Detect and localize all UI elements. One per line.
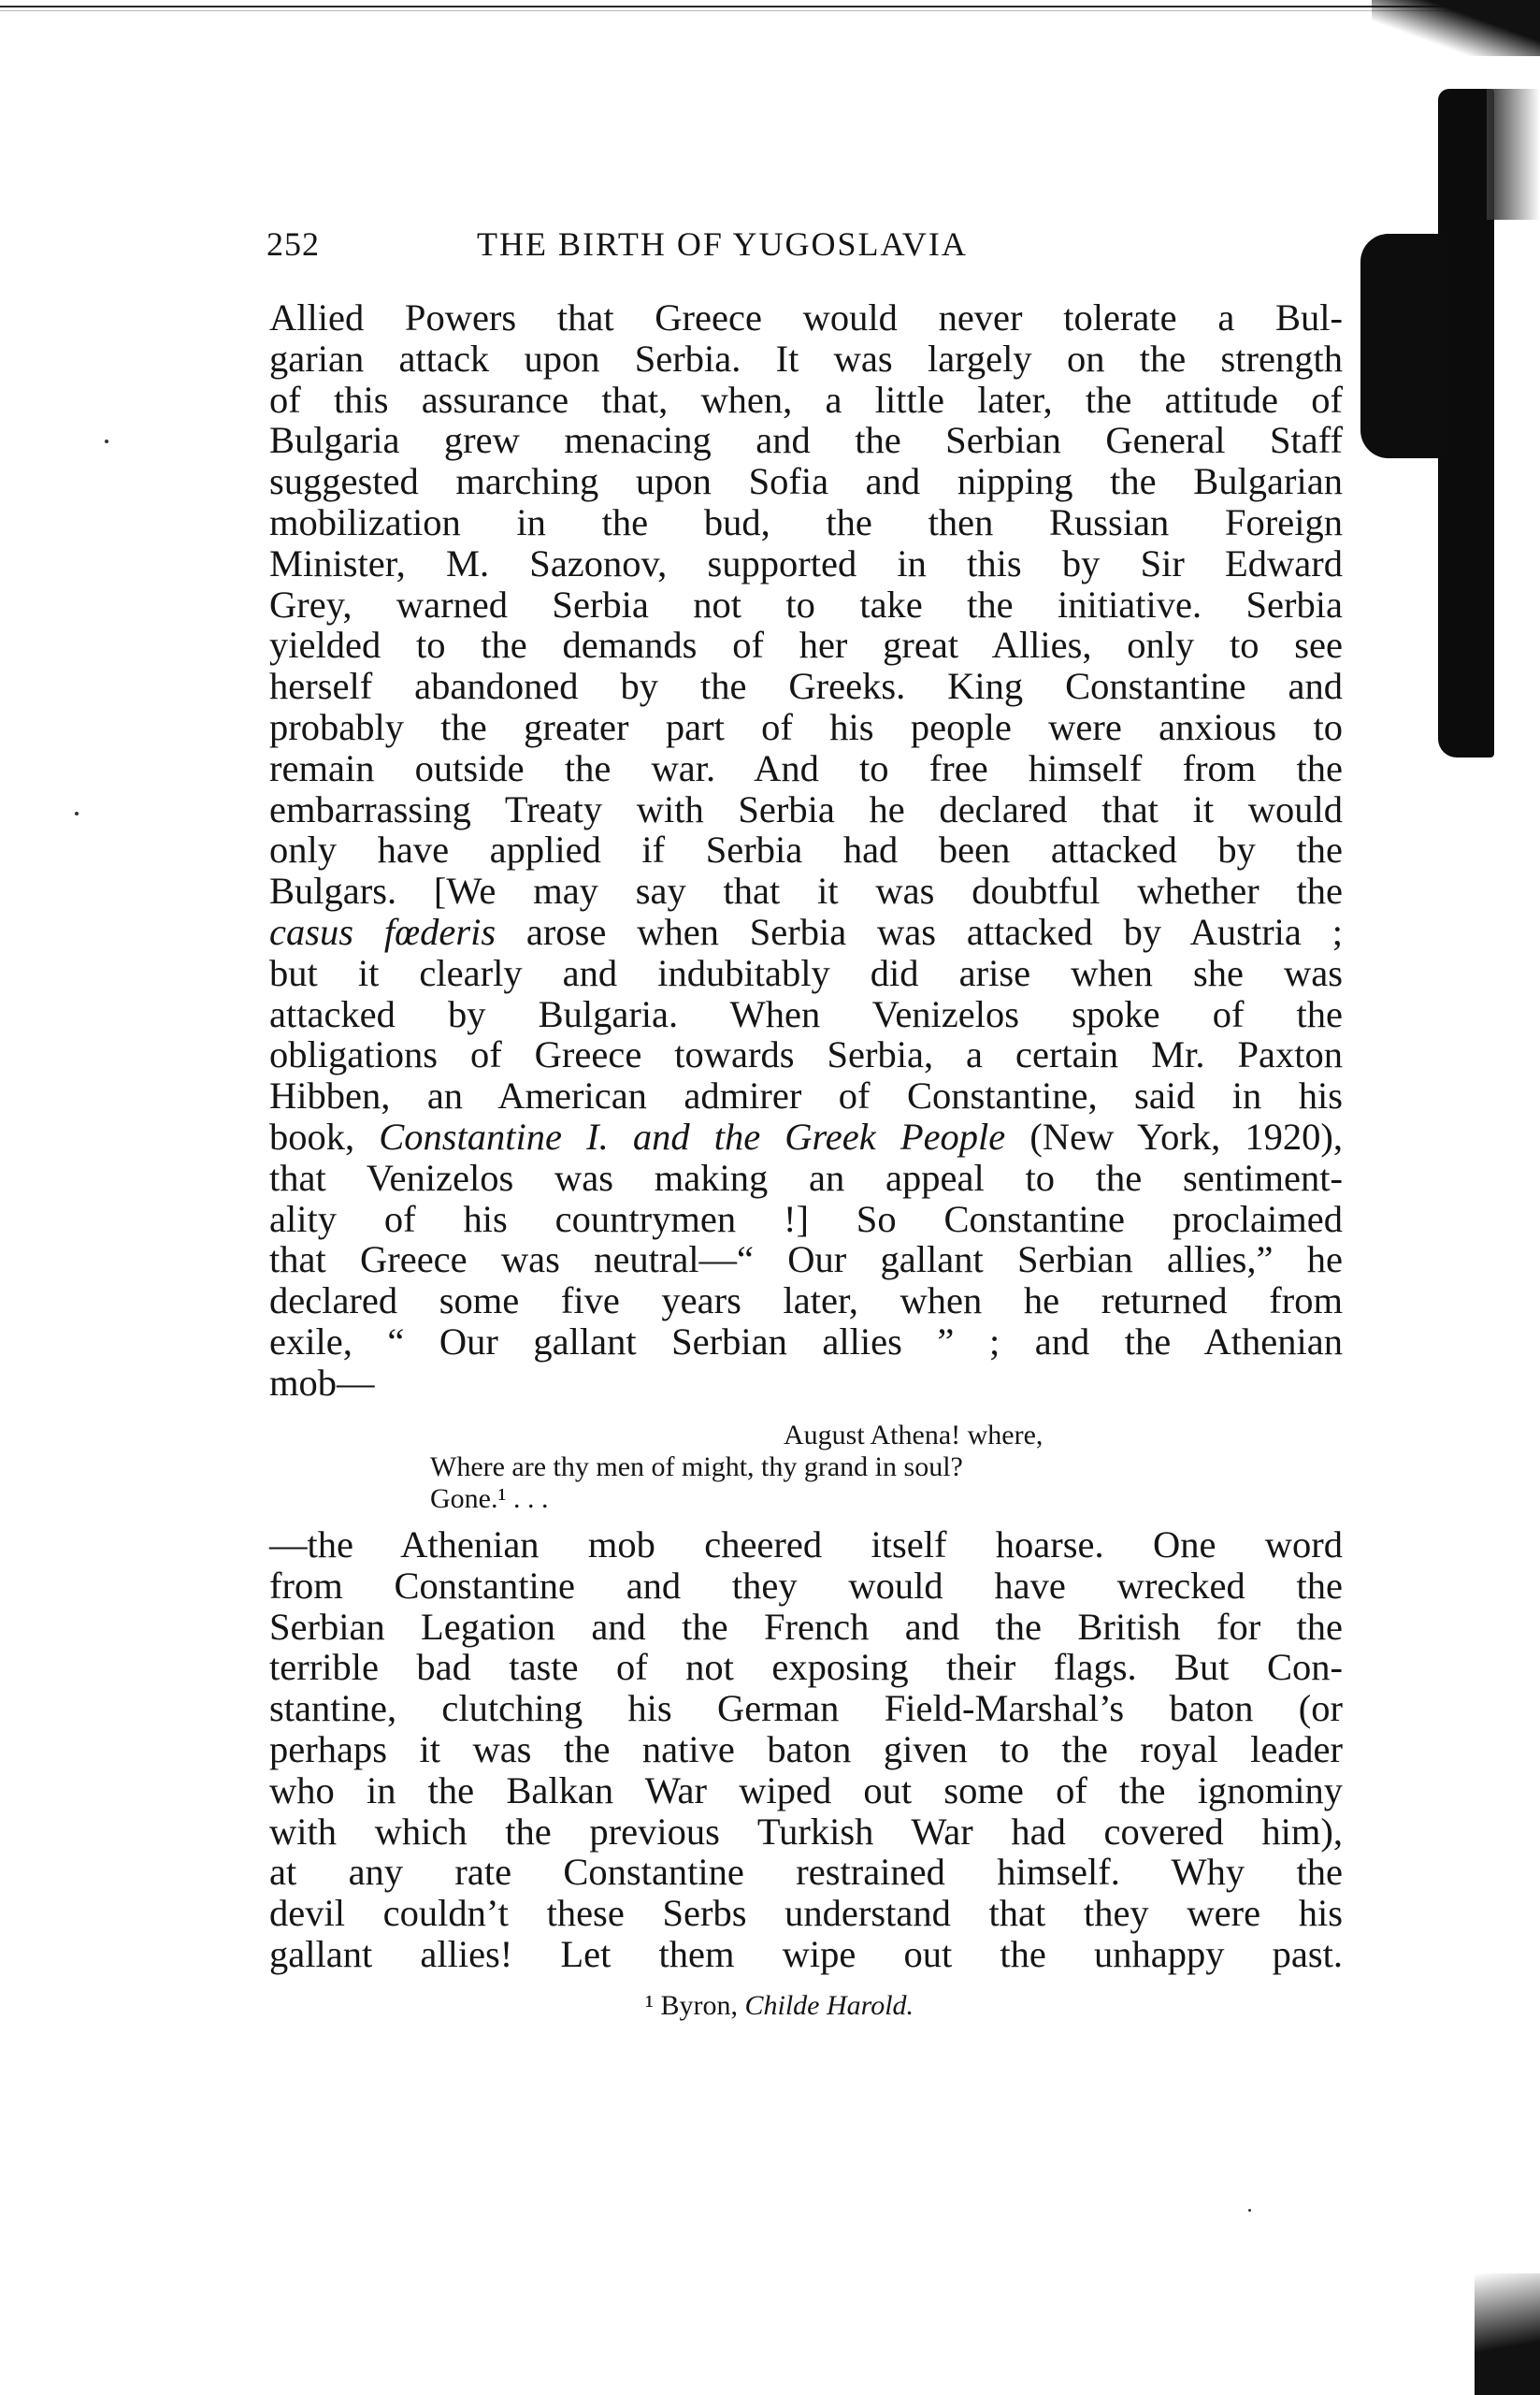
text-line: Bulgaria grew menacing and the Serbian General Staff <box>269 419 1343 462</box>
text-line: —the Athenian mob cheered itself hoarse. One word <box>269 1523 1343 1565</box>
text-line: only have applied if Serbia had been attacked by the <box>269 829 1343 872</box>
text-line: remain outside the war. And to free himself from the <box>269 746 1343 789</box>
text-line: attacked by Bulgaria. When Venizelos spoke of the <box>269 992 1343 1035</box>
scan-speck <box>105 440 108 443</box>
text-line: gallant allies! Let them wipe out the unhappy past. <box>269 1932 1343 1975</box>
page-number: 252 <box>266 225 320 263</box>
text-line: Bulgars. [We may say that it was doubtful whether the <box>269 870 1343 913</box>
footnote-marker: ¹ <box>645 1990 654 2021</box>
text-line: suggested marching upon Sofia and nipping the Bulgarian <box>269 460 1343 503</box>
footnote-work: Childe Harold. <box>744 1990 914 2021</box>
text-line: Minister, M. Sazonov, supported in this by Sir Edward <box>269 541 1343 584</box>
text-line: Grey, warned Serbia not to take the initiative. Serbia <box>269 583 1343 626</box>
text-line: stantine, clutching his German Field-Marshal’s baton (or <box>269 1687 1343 1730</box>
text-line: garian attack upon Serbia. It was largely on the strength <box>269 337 1343 380</box>
text-line-italic-book: book, Constantine I. and the Greek People (New York, 1920), <box>269 1115 1344 1158</box>
text-line: perhaps it was the native baton given to the royal leader <box>269 1727 1343 1770</box>
text-line: yielded to the demands of her great Allies, only to see <box>269 624 1343 667</box>
book-title: THE BIRTH OF YUGOSLAVIA <box>477 225 968 263</box>
text-line: mobilization in the bud, the then Russian Foreign <box>269 500 1343 543</box>
text-line: declared some five years later, when he returned from <box>269 1279 1343 1322</box>
text-line: exile, “ Our gallant Serbian allies ” ; and the Athenian <box>269 1320 1343 1363</box>
text-line: terrible bad taste of not exposing their flags. But Con- <box>269 1646 1343 1689</box>
text-line: that Greece was neutral—“ Our gallant Serbian allies,” he <box>269 1238 1343 1281</box>
scan-edge-line-faint <box>0 10 1540 11</box>
footnote-author: Byron, <box>660 1990 738 2021</box>
verse-line: August Athena! where, <box>784 1420 1043 1450</box>
text-line: Allied Powers that Greece would never tolerate a Bul- <box>269 296 1343 339</box>
scan-shadow-binding <box>1360 234 1449 458</box>
text-line: at any rate Constantine restrained himself. Why the <box>269 1851 1343 1894</box>
verse-line: Where are thy men of might, thy grand in soul? <box>430 1451 963 1482</box>
paragraph-1 <box>269 297 1343 1404</box>
scan-shadow-top-corner <box>1372 0 1540 56</box>
text-line: probably the greater part of his people were anxious to <box>269 705 1343 748</box>
verse-quotation <box>430 1420 1197 1515</box>
scan-edge-line <box>0 6 1477 7</box>
scan-shadow-right-fade <box>1487 89 1540 220</box>
text-line: ality of his countrymen !] So Constantine proclaimed <box>269 1197 1343 1240</box>
text-line: Hibben, an American admirer of Constantine, said in his <box>269 1075 1343 1118</box>
paragraph-2 <box>269 1524 1343 1975</box>
text-line: of this assurance that, when, a little later, the attitude of <box>269 378 1343 421</box>
running-head <box>266 224 1164 271</box>
text-line: but it clearly and indubitably did arise when she was <box>269 951 1343 994</box>
text-line: who in the Balkan War wiped out some of the ignominy <box>269 1768 1343 1811</box>
scan-shadow-bottom-corner <box>1475 2273 1540 2395</box>
footnote <box>645 1990 914 2022</box>
text-line: Serbian Legation and the French and the British for the <box>269 1605 1343 1648</box>
verse-line: Gone.¹ . . . <box>430 1483 549 1514</box>
scan-speck <box>1248 2209 1251 2212</box>
text-line: mob— <box>269 1361 375 1404</box>
text-line-italic-casus: casus fœderis arose when Serbia was attacked by Austria ; <box>269 910 1343 953</box>
text-line: embarrassing Treaty with Serbia he declared that it would <box>269 787 1343 830</box>
scan-speck <box>75 812 79 815</box>
text-line: from Constantine and they would have wrecked the <box>269 1564 1343 1607</box>
text-line: obligations of Greece towards Serbia, a certain Mr. Paxton <box>269 1033 1343 1076</box>
text-line: that Venizelos was making an appeal to the sentiment- <box>269 1156 1343 1199</box>
text-line: with which the previous Turkish War had covered him), <box>269 1810 1343 1853</box>
text-line: devil couldn’t these Serbs understand that they were his <box>269 1892 1343 1935</box>
text-line: herself abandoned by the Greeks. King Constantine and <box>269 665 1343 708</box>
